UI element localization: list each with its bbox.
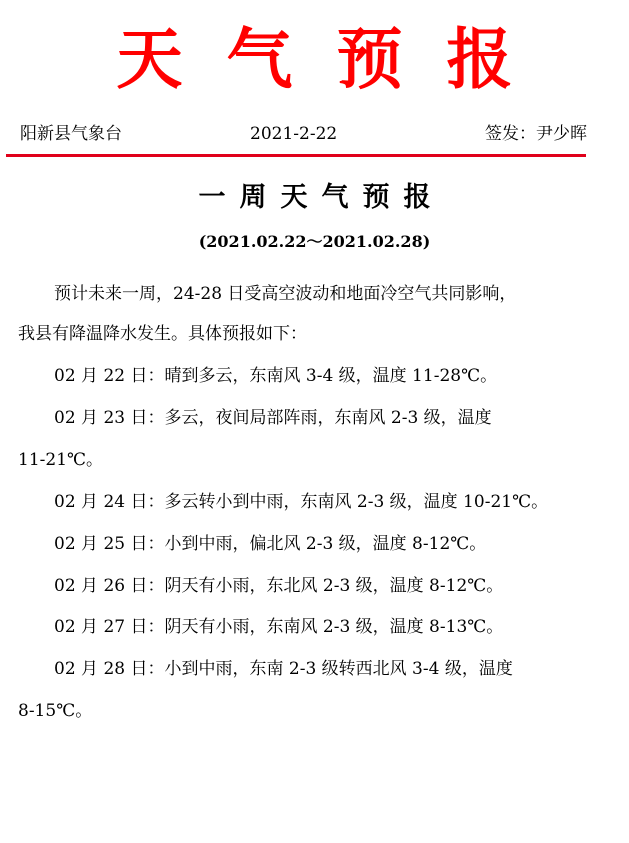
header-info-row [20,122,587,146]
signer: 签发：尹少晖 [485,124,587,144]
issuing-office: 阳新县气象台 [20,124,122,144]
forecast-day-2-line-2: 11-21℃。 [18,450,104,470]
forecast-day-7-line-2: 8-15℃。 [18,701,93,721]
issue-date: 2021-2-22 [250,124,338,144]
forecast-day-6: 02 月 27 日：阴天有小雨，东南风 2-3 级，温度 8-13℃。 [54,617,504,637]
forecast-day-5: 02 月 26 日：阴天有小雨，东北风 2-3 级，温度 8-12℃。 [54,576,504,596]
masthead-title: 天气预报 [116,21,557,98]
header-divider [6,154,586,157]
forecast-day-7-line-1: 02 月 28 日：小到中雨，东南 2-3 级转西北风 3-4 级，温度 [54,659,513,679]
forecast-day-2-line-1: 02 月 23 日：多云，夜间局部阵雨，东南风 2-3 级，温度 [54,408,492,428]
intro-line-2: 我县有降温降水发生。具体预报如下： [18,324,307,344]
forecast-day-3: 02 月 24 日：多云转小到中雨，东南风 2-3 级，温度 10-21℃。 [54,492,549,512]
forecast-day-1: 02 月 22 日：晴到多云，东南风 3-4 级，温度 11-28℃。 [54,366,498,386]
document-title: 一周天气预报 [198,182,445,213]
intro-line-1: 预计未来一周，24-28 日受高空波动和地面冷空气共同影响， [54,284,517,304]
forecast-date-range: (2021.02.22～2021.02.28) [198,232,431,251]
forecast-day-4: 02 月 25 日：小到中雨，偏北风 2-3 级，温度 8-12℃。 [54,534,487,554]
